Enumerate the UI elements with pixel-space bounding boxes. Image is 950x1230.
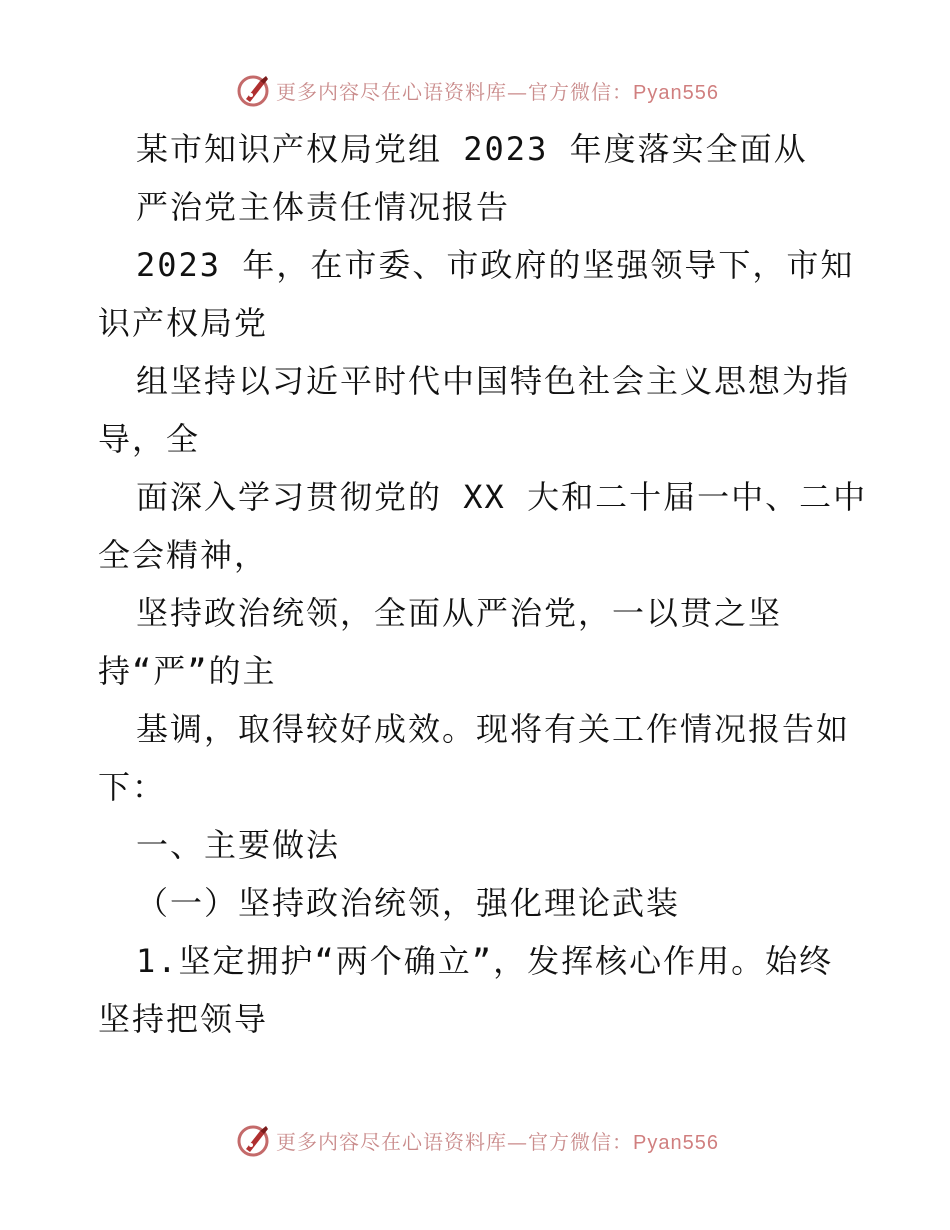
text-line: 持“严”的主 xyxy=(98,652,277,690)
watermark-text: 更多内容尽在心语资料库—官方微信：Pyan556 xyxy=(276,1129,719,1154)
text-line: 坚持政治统领，全面从严治党，一以贯之坚 xyxy=(136,594,783,632)
text-line: 基调，取得较好成效。现将有关工作情况报告如 xyxy=(136,710,851,748)
watermark-handle: Pyan556 xyxy=(633,81,719,104)
text-line: 下： xyxy=(98,768,167,806)
watermark-text: 更多内容尽在心语资料库—官方微信：Pyan556 xyxy=(276,79,719,104)
text-line: 识产权局党 xyxy=(98,304,269,342)
text-line: 一、主要做法 xyxy=(136,826,341,864)
pen-nib-icon xyxy=(236,72,272,108)
text-line: 1.坚定拥护“两个确立”，发挥核心作用。始终 xyxy=(136,942,834,980)
text-line: 导，全 xyxy=(98,420,201,458)
text-line: 2023 年，在市委、市政府的坚强领导下，市知 xyxy=(136,246,855,284)
text-line: 全会精神， xyxy=(98,536,269,574)
watermark-handle: Pyan556 xyxy=(633,1131,719,1154)
text-line: 面深入学习贯彻党的 XX 大和二十届一中、二中 xyxy=(136,478,868,516)
document-body xyxy=(98,120,868,1048)
watermark-footer xyxy=(236,1122,796,1158)
watermark-header xyxy=(236,72,796,108)
text-line: 坚持把领导 xyxy=(98,1000,269,1038)
text-line: 严治党主体责任情况报告 xyxy=(136,188,511,226)
text-line: 某市知识产权局党组 2023 年度落实全面从 xyxy=(136,130,808,168)
text-line: （一）坚持政治统领，强化理论武装 xyxy=(136,884,681,922)
text-line: 组坚持以习近平时代中国特色社会主义思想为指 xyxy=(136,362,851,400)
pen-nib-icon xyxy=(236,1122,272,1158)
